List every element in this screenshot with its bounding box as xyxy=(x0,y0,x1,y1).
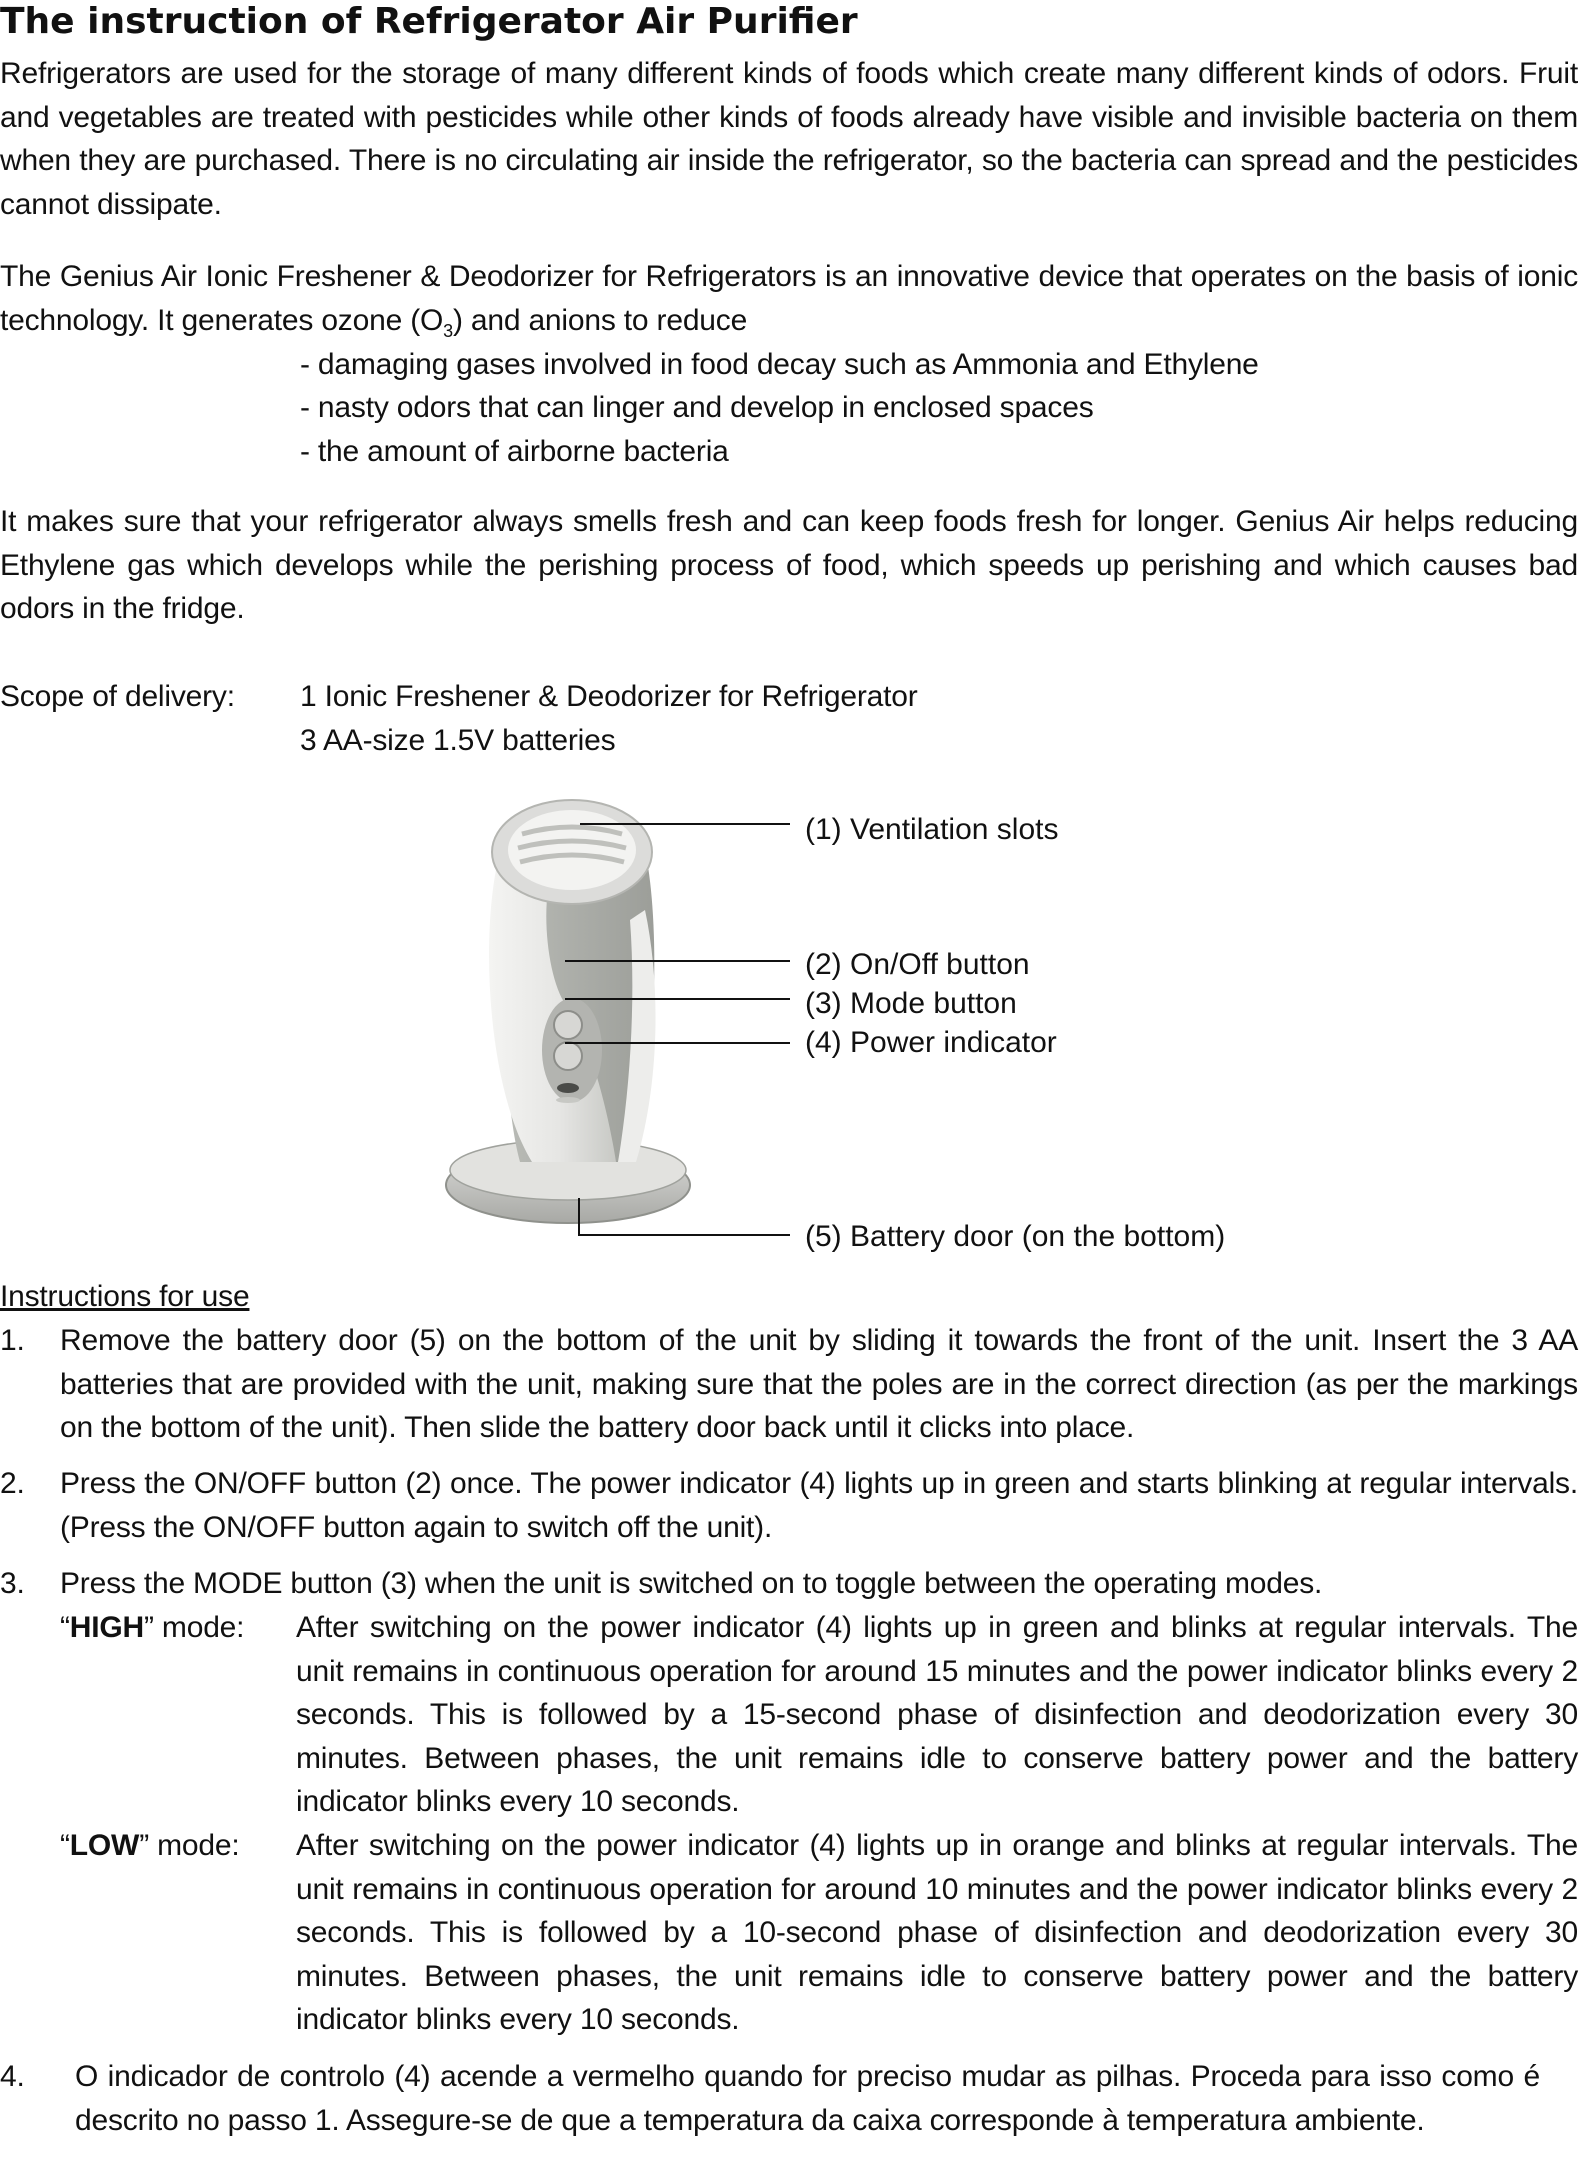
mode-description-high: After switching on the power indicator (4) lights up in green and blinks at regular intervals. The unit remains in continuous operation for around 15 minutes and the power indicator blinks every 2 seconds. This is followed by a 15-second phase of disinfection and deodorization every 30 minutes. Between phases, the unit remains idle to conserve battery power and the battery indicator blinks every 10 seconds. xyxy=(296,1611,1578,1818)
callout-line-mode xyxy=(565,998,790,1000)
mode-name-low: LOW xyxy=(69,1829,140,1862)
step-number: 4. xyxy=(0,2060,25,2093)
benefit-paragraph: It makes sure that your refrigerator always smells fresh and can keep foods fresh for longer. Genius Air helps reducing Ethylene gas which develops while the perishing process of food, which speeds up perishing and which causes bad odors in the fridge. xyxy=(0,505,1578,625)
mode-open-quote: “ xyxy=(60,1829,70,1862)
callout-power-indicator: (4) Power indicator xyxy=(805,1026,1057,1059)
device-paragraph xyxy=(0,255,1578,353)
scope-item: 1 Ionic Freshener & Deodorizer for Refrigerator xyxy=(300,680,918,713)
mode-open-quote: “ xyxy=(60,1611,70,1644)
step-text: Press the ON/OFF button (2) once. The power indicator (4) lights up in green and starts blinking at regular intervals. (Press the ON/OFF button again to switch off the unit). xyxy=(60,1467,1578,1544)
callout-battery-door: (5) Battery door (on the bottom) xyxy=(805,1220,1226,1253)
mode-label-high xyxy=(60,1606,244,1650)
step-text: Remove the battery door (5) on the bottom of the unit by sliding it towards the front of the unit. Insert the 3 AA batteries that are provided with the unit, making sure that the poles are in the correct direction (as per the markings on the bottom of the unit). Then slide the battery door back until it clicks into place. xyxy=(60,1324,1578,1444)
callout-line-battery xyxy=(578,1234,790,1236)
callout-line-battery-vertical xyxy=(578,1198,580,1234)
instructions-heading: Instructions for use xyxy=(0,1280,250,1313)
air-purifier-illustration xyxy=(440,790,700,1240)
scope-label: Scope of delivery: xyxy=(0,680,235,713)
device-paragraph-text: The Genius Air Ionic Freshener & Deodorizer for Refrigerators is an innovative device that operates on the basis of ionic technology. It generates ozone (O xyxy=(0,260,1578,337)
page-title: The instruction of Refrigerator Air Purifier xyxy=(0,1,858,42)
reduce-item: - damaging gases involved in food decay such as Ammonia and Ethylene xyxy=(300,348,1259,381)
mode-label-suffix: ” mode: xyxy=(139,1829,240,1862)
step-text: Press the MODE button (3) when the unit is switched on to toggle between the operating modes. xyxy=(60,1567,1323,1600)
mode-name-high: HIGH xyxy=(69,1611,144,1644)
callout-mode-button: (3) Mode button xyxy=(805,987,1017,1020)
callout-on-off-button: (2) On/Off button xyxy=(805,948,1030,981)
callout-line-on-off xyxy=(565,960,790,962)
reduce-item: - nasty odors that can linger and develop in enclosed spaces xyxy=(300,391,1094,424)
reduce-item: - the amount of airborne bacteria xyxy=(300,435,729,468)
mode-description-low: After switching on the power indicator (4) lights up in orange and blinks at regular intervals. The unit remains in continuous operation for around 10 minutes and the power indicator blinks every 2 seconds. This is followed by a 10-second phase of disinfection and deodorization every 30 minutes. Between phases, the unit remains idle to conserve battery power and the battery indicator blinks every 10 seconds. xyxy=(296,1829,1578,2036)
callout-line-power-indicator xyxy=(565,1042,790,1044)
step-number: 1. xyxy=(0,1324,25,1357)
scope-item: 3 AA-size 1.5V batteries xyxy=(300,724,616,757)
callout-line-ventilation xyxy=(580,823,790,825)
step-number: 3. xyxy=(0,1567,25,1600)
intro-paragraph: Refrigerators are used for the storage of many different kinds of foods which create many different kinds of odors. Fruit and vegetables are treated with pesticides while other kinds of foods already have visible and invisible bacteria on them when they are purchased. There is no circulating air inside the refrigerator, so the bacteria can spread and the pesticides cannot dissipate. xyxy=(0,57,1578,221)
device-paragraph-tail: ) and anions to reduce xyxy=(452,303,748,337)
mode-label-suffix: ” mode: xyxy=(144,1611,245,1644)
step-number: 2. xyxy=(0,1467,25,1500)
mode-label-low xyxy=(60,1824,240,1868)
step-text: O indicador de controlo (4) acende a vermelho quando for preciso mudar as pilhas. Proceda para isso como é descrito no passo 1. Assegure-se de que a temperatura da caixa corresponde à temperatura ambiente. xyxy=(75,2060,1540,2137)
ozone-subscript: 3 xyxy=(443,320,453,341)
callout-ventilation-slots: (1) Ventilation slots xyxy=(805,813,1059,846)
